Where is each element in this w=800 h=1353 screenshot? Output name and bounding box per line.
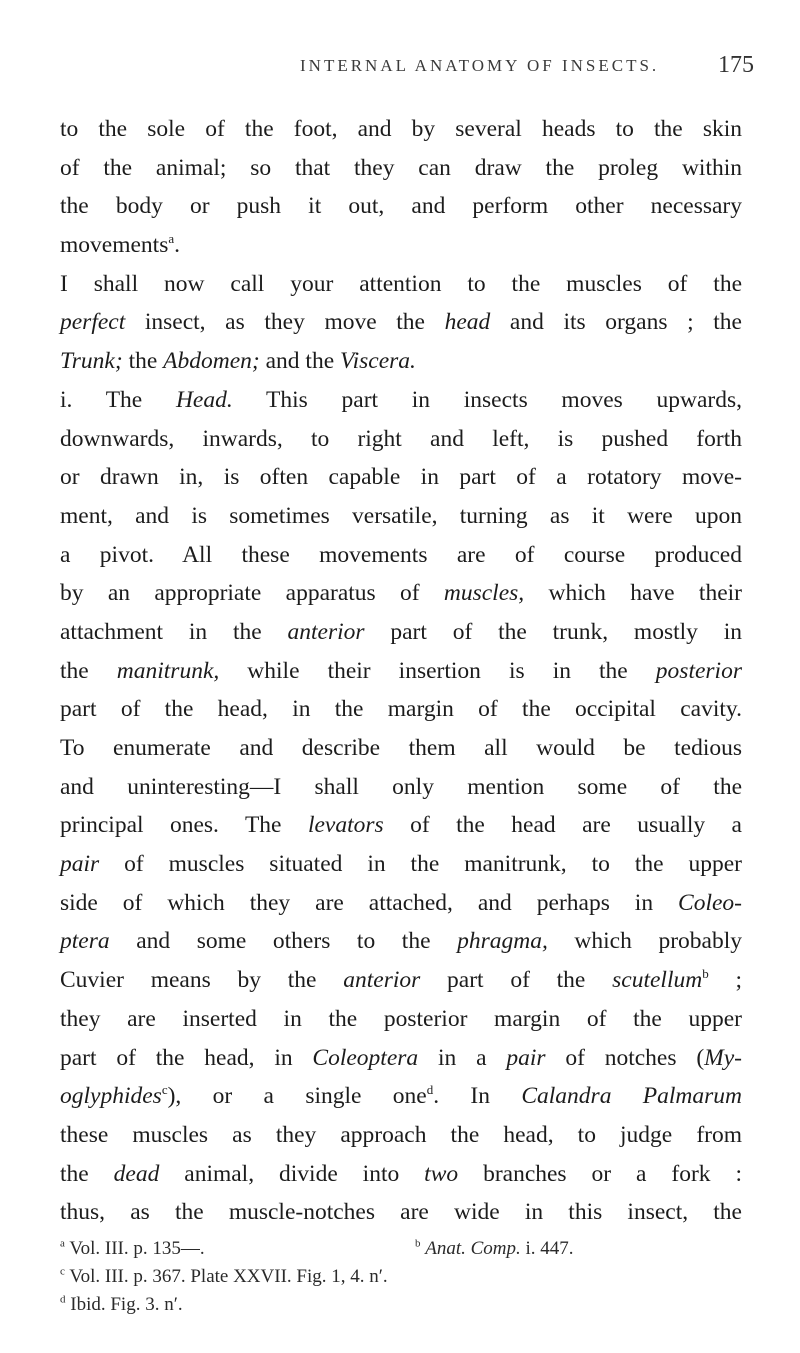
- text-span: This part in insects moves upwards,: [232, 386, 743, 413]
- footnote-mark: c: [60, 1265, 65, 1278]
- footnotes: [60, 1235, 742, 1319]
- text-span: movements: [60, 232, 169, 259]
- footnote-a: [60, 1238, 205, 1259]
- text-line: [60, 1000, 742, 1039]
- text-span: ), or a single one: [167, 1083, 427, 1110]
- text-line: [60, 1077, 742, 1116]
- footnote-row-2: [60, 1263, 742, 1291]
- italic-text: scutellum: [612, 967, 703, 994]
- italic-text: pair: [506, 1044, 546, 1071]
- italic-text: oglyphides: [60, 1083, 162, 1110]
- text-span: of notches (: [545, 1044, 705, 1071]
- text-line: [60, 845, 742, 884]
- footnote-text: i. 447.: [520, 1238, 574, 1259]
- footnote-d: [60, 1294, 183, 1315]
- text-line: [60, 613, 742, 652]
- text-span: which probably: [547, 928, 742, 955]
- text-span: and some others to the: [109, 928, 458, 955]
- text-span: of the head are usually a: [383, 812, 742, 839]
- italic-text: muscles,: [443, 580, 525, 607]
- body-text: [60, 110, 742, 1232]
- text-span: i. The: [60, 386, 176, 413]
- text-span: a pivot. All these movements are of course produced: [60, 541, 742, 568]
- footnote-row-3: [60, 1291, 742, 1319]
- text-line: [60, 303, 742, 342]
- text-span: which have their: [524, 580, 742, 607]
- footnote-text: Ibid. Fig. 3. n′.: [70, 1294, 183, 1315]
- text-line: [60, 690, 742, 729]
- text-line: [60, 458, 742, 497]
- italic-text: Viscera.: [340, 348, 416, 375]
- text-span: part of the head, in the margin of the occipital cavity.: [60, 696, 742, 723]
- text-span: side of which they are attached, and perhaps in: [60, 889, 679, 916]
- text-span: animal, divide into: [159, 1160, 425, 1187]
- italic-text: head: [444, 309, 491, 336]
- text-span: and the: [259, 348, 341, 375]
- footnote-b: [415, 1235, 574, 1263]
- footnote-italic-text: Anat. Comp.: [425, 1238, 521, 1259]
- italic-text: two: [424, 1160, 459, 1187]
- text-line: [60, 961, 742, 1000]
- text-span: of muscles situated in the manitrunk, to the upper: [99, 851, 742, 878]
- footnote-text: Vol. III. p. 367. Plate XXVII. Fig. 1, 4. n′.: [69, 1266, 388, 1287]
- text-line: [60, 729, 742, 768]
- text-span: in a: [418, 1044, 507, 1071]
- text-span: principal ones. The: [60, 812, 308, 839]
- text-span: insect, as they move the: [125, 309, 445, 336]
- text-span: thus, as the muscle-notches are wide in this insect, the: [60, 1199, 742, 1226]
- text-span: and its organs ; the: [490, 309, 742, 336]
- footnote-mark: b: [415, 1237, 421, 1250]
- running-head: [0, 52, 800, 92]
- text-span: .: [174, 232, 180, 259]
- text-line: [60, 381, 742, 420]
- italic-text: posterior: [655, 657, 742, 684]
- italic-text: manitrunk,: [116, 657, 220, 684]
- text-span: to the sole of the foot, and by several heads to the skin: [60, 116, 742, 142]
- text-span: part of the trunk, mostly in: [364, 618, 743, 645]
- text-line: [60, 1193, 742, 1232]
- italic-text: dead: [113, 1160, 160, 1187]
- text-line: [60, 652, 742, 691]
- footnote-reference: a: [168, 231, 175, 247]
- text-span: the: [122, 348, 164, 375]
- text-span: . In: [433, 1083, 522, 1110]
- text-span: Cuvier means by the: [60, 967, 344, 994]
- text-span: part of the head, in: [60, 1044, 313, 1071]
- text-span: these muscles as they approach the head, to judge from: [60, 1121, 742, 1148]
- text-span: To enumerate and describe them all would be tedious: [60, 735, 742, 761]
- text-line: [60, 536, 742, 575]
- text-line: [60, 226, 742, 265]
- text-line: [60, 884, 742, 923]
- text-span: by an appropriate apparatus of: [60, 580, 444, 607]
- italic-text: Calandra Palmarum: [521, 1083, 742, 1110]
- italic-text: perfect: [60, 309, 126, 336]
- italic-text: Coleo-: [678, 889, 742, 916]
- text-span: the: [60, 1160, 114, 1187]
- text-span: while their insertion is in the: [219, 657, 656, 684]
- text-span: and uninteresting—I shall only mention some of the: [60, 773, 742, 800]
- running-head-title: INTERNAL ANATOMY OF INSECTS.: [300, 56, 660, 75]
- text-span: they are inserted in the posterior margin of the upper: [60, 1005, 742, 1032]
- italic-text: anterior: [287, 618, 365, 645]
- italic-text: Coleoptera: [312, 1044, 419, 1071]
- page-number: 175: [718, 52, 754, 78]
- text-line: [60, 806, 742, 845]
- text-line: [60, 265, 742, 304]
- text-line: [60, 110, 742, 149]
- text-span: of the animal; so that they can draw the proleg within: [60, 154, 742, 181]
- text-line: [60, 1155, 742, 1194]
- text-span: or drawn in, is often capable in part of a rotatory move-: [60, 464, 742, 491]
- text-line: [60, 1039, 742, 1078]
- footnote-mark: d: [60, 1293, 66, 1306]
- text-span: attachment in the: [60, 618, 288, 645]
- text-line: [60, 420, 742, 459]
- text-line: [60, 922, 742, 961]
- text-span: the: [60, 657, 117, 684]
- italic-text: levators: [307, 812, 384, 839]
- text-line: [60, 187, 742, 226]
- text-span: the body or push it out, and perform other necessary: [60, 193, 742, 220]
- text-span: I shall now call your attention to the muscles of the: [60, 270, 742, 297]
- italic-text: Trunk;: [60, 348, 123, 375]
- footnote-mark: a: [60, 1237, 65, 1250]
- footnote-c: [60, 1266, 388, 1287]
- text-line: [60, 497, 742, 536]
- text-line: [60, 768, 742, 807]
- text-span: branches or a fork :: [458, 1160, 742, 1187]
- text-span: ;: [708, 967, 742, 994]
- italic-text: anterior: [343, 967, 421, 994]
- text-span: downwards, inwards, to right and left, is pushed forth: [60, 425, 742, 452]
- text-span: ment, and is sometimes versatile, turning as it were upon: [60, 502, 742, 529]
- text-line: [60, 342, 742, 381]
- footnote-text: Vol. III. p. 135—.: [69, 1238, 205, 1259]
- text-line: [60, 574, 742, 613]
- italic-text: phragma,: [457, 928, 548, 955]
- footnote-row-1: [60, 1235, 742, 1263]
- italic-text: My-: [704, 1044, 742, 1071]
- text-span: part of the: [420, 967, 613, 994]
- text-line: [60, 149, 742, 188]
- italic-text: ptera: [60, 928, 110, 955]
- footnote-reference: b: [702, 966, 709, 982]
- italic-text: Head.: [175, 386, 233, 413]
- footnote-reference: d: [426, 1082, 434, 1098]
- italic-text: pair: [60, 851, 100, 878]
- italic-text: Abdomen;: [163, 348, 260, 375]
- footnote-reference: c: [161, 1082, 168, 1098]
- text-line: [60, 1116, 742, 1155]
